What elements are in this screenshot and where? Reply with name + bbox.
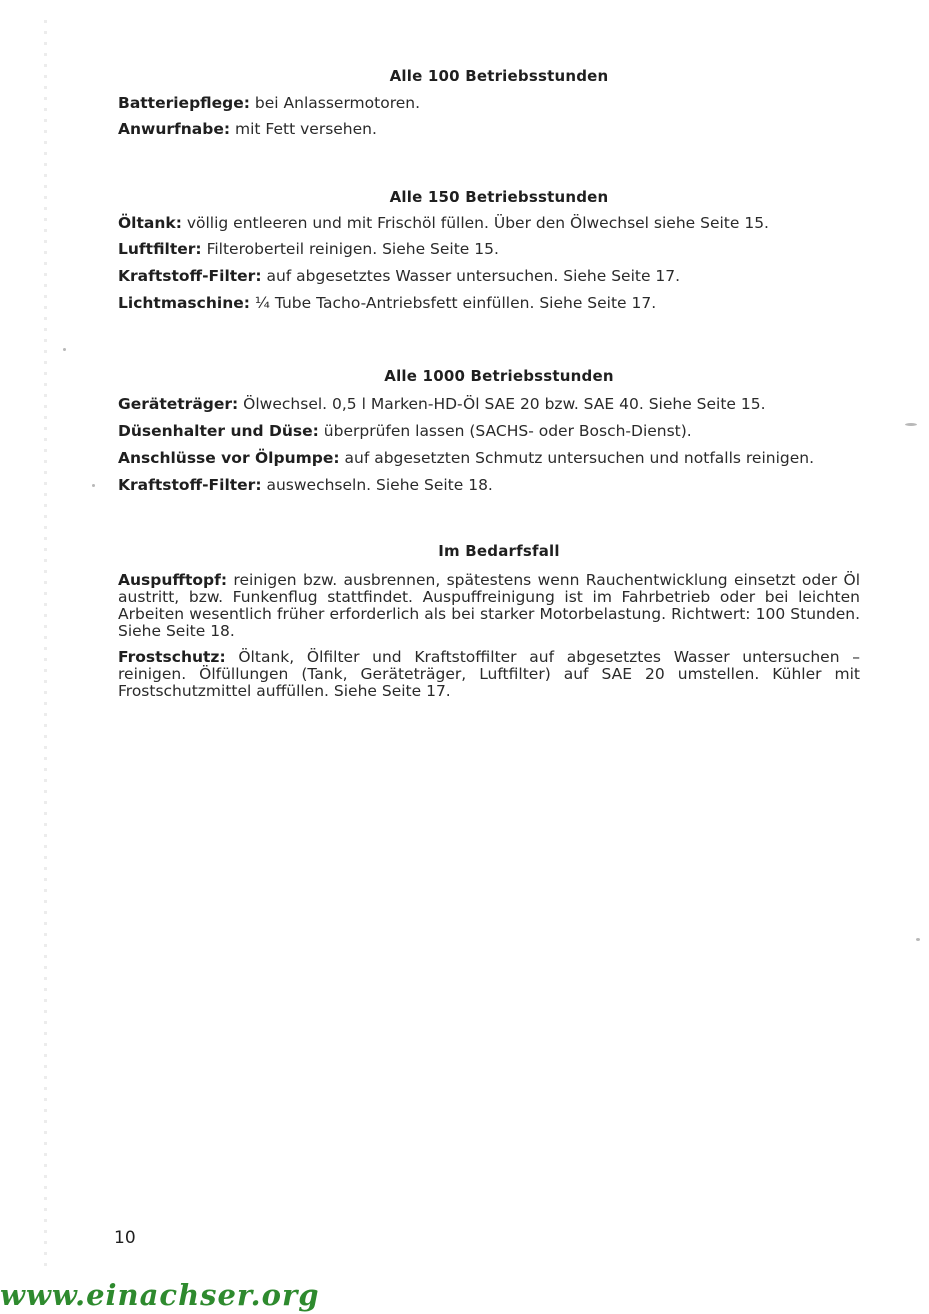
entry-description: auf abgesetzten Schmutz untersuchen und notfalls reinigen.: [344, 449, 815, 467]
website-watermark: www.einachser.org: [0, 1278, 320, 1312]
section-heading: Alle 100 Betriebsstunden: [389, 67, 609, 85]
entry-term: Auspufftopf:: [118, 571, 228, 589]
entry-description: bei Anlassermotoren.: [254, 94, 421, 112]
scan-speck: [63, 348, 66, 351]
entry-description: Filteroberteil reinigen. Siehe Seite 15.: [206, 240, 499, 258]
entry-term: Düsenhalter und Düse:: [118, 422, 319, 440]
entry-term: Öltank:: [118, 214, 182, 232]
maintenance-entry: [118, 213, 860, 233]
maintenance-entry: [118, 394, 860, 414]
entry-description: mit Fett versehen.: [235, 120, 377, 138]
entry-term: Batteriepflege:: [118, 94, 250, 112]
entry-description: überprüfen lassen (SACHS- oder Bosch-Dienst).: [323, 422, 692, 440]
entry-description: auswechseln. Siehe Seite 18.: [266, 476, 493, 494]
maintenance-entry: [118, 649, 860, 700]
scan-speck: [92, 484, 95, 487]
section-as-needed: [118, 542, 860, 700]
entry-term: Kraftstoff-Filter:: [118, 267, 262, 285]
entry-description: reinigen bzw. ausbrennen, spätestens wenn Rauchentwicklung einsetzt oder Öl austritt, bzw. Funkenflug stattfindet. Auspuffreinigung ist im Fahrbetrieb oder bei leichten Arbeiten wesentlich früher erforderlich als bei starker Motorbelastung. Richtwert: 100 Stunden. Siehe Seite 18.: [118, 571, 860, 640]
maintenance-entry: [118, 448, 860, 468]
entry-description: ¼ Tube Tacho-Antriebsfett einfüllen. Siehe Seite 17.: [254, 294, 657, 312]
entry-term: Anwurfnabe:: [118, 120, 231, 138]
entry-description: Öltank, Ölfilter und Kraftstoffilter auf abgesetztes Wasser untersuchen – reinigen. Ölfüllungen (Tank, Geräteträger, Luftfilter) auf SAE 20 umstellen. Kühler mit Frostschutzmittel auffüllen. Siehe Seite 17.: [118, 648, 860, 700]
scan-speck: [905, 423, 917, 426]
maintenance-entry: [118, 475, 860, 495]
entry-description: auf abgesetztes Wasser untersuchen. Siehe Seite 17.: [266, 267, 681, 285]
section-150-hours: [118, 188, 860, 313]
entry-description: völlig entleeren und mit Frischöl füllen. Über den Ölwechsel siehe Seite 15.: [186, 214, 769, 232]
section-heading: Im Bedarfsfall: [438, 542, 560, 560]
entry-term: Kraftstoff-Filter:: [118, 476, 262, 494]
section-100-hours: [118, 67, 860, 139]
page-number: 10: [114, 1228, 136, 1248]
maintenance-entry: [118, 421, 860, 441]
maintenance-entry: [118, 239, 860, 259]
section-1000-hours: [118, 367, 860, 495]
entry-term: Geräteträger:: [118, 395, 239, 413]
entry-term: Anschlüsse vor Ölpumpe:: [118, 449, 340, 467]
entry-description: Ölwechsel. 0,5 l Marken-HD-Öl SAE 20 bzw. SAE 40. Siehe Seite 15.: [243, 395, 766, 413]
maintenance-entry: [118, 572, 860, 640]
scan-speck: [916, 938, 920, 941]
maintenance-entry: [118, 93, 860, 113]
section-heading: Alle 1000 Betriebsstunden: [384, 367, 614, 385]
entry-term: Lichtmaschine:: [118, 294, 250, 312]
entry-term: Luftfilter:: [118, 240, 202, 258]
entry-term: Frostschutz:: [118, 648, 226, 666]
maintenance-entry: [118, 266, 860, 286]
section-heading: Alle 150 Betriebsstunden: [389, 188, 609, 206]
binding-marks: [44, 20, 47, 1270]
maintenance-entry: [118, 119, 860, 139]
maintenance-entry: [118, 293, 860, 313]
